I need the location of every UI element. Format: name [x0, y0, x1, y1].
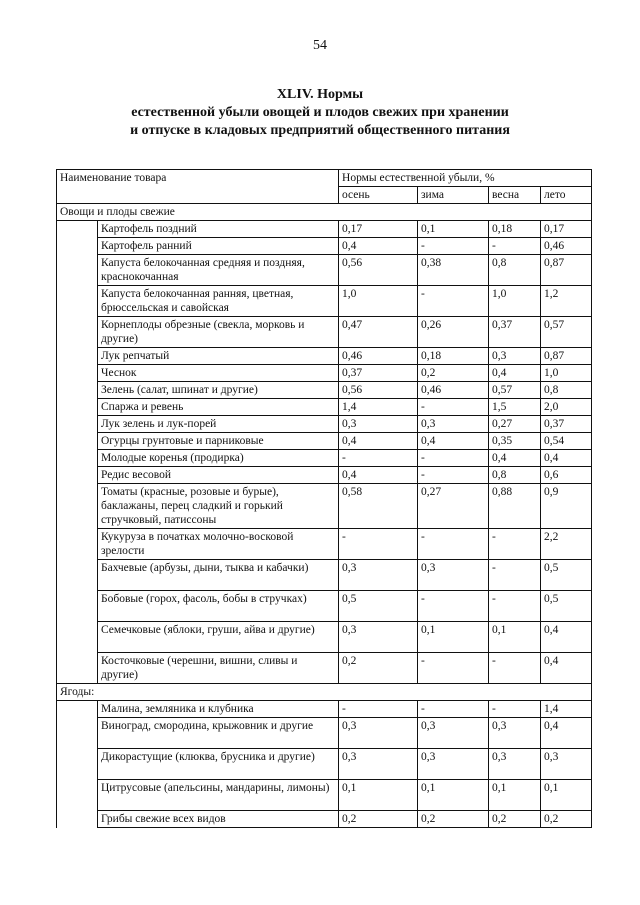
table-row [57, 653, 592, 684]
table-row [57, 622, 592, 653]
product-name-cell: Молодые коренья (продирка) [98, 450, 339, 467]
value-cell-winter: 0,2 [418, 811, 489, 828]
value-cell-summer: 0,1 [541, 780, 592, 811]
value-cell-summer: 0,4 [541, 653, 592, 684]
indent-cell [57, 780, 98, 811]
product-name-cell: Томаты (красные, розовые и бурые), баклажаны, перец сладкий и горький стручковый, патиссоны [98, 484, 339, 529]
value-cell-summer: 0,4 [541, 622, 592, 653]
header-row [57, 170, 592, 187]
product-name-cell: Малина, земляника и клубника [98, 701, 339, 718]
value-cell-spring: 0,88 [489, 484, 541, 529]
value-cell-winter: 0,3 [418, 718, 489, 749]
indent-cell [57, 255, 98, 286]
value-cell-summer: 0,54 [541, 433, 592, 450]
product-name-cell: Виноград, смородина, крыжовник и другие [98, 718, 339, 749]
indent-cell [57, 317, 98, 348]
table-row [57, 348, 592, 365]
value-cell-spring: 0,18 [489, 221, 541, 238]
table-row [57, 591, 592, 622]
value-cell-summer: 0,4 [541, 718, 592, 749]
product-name-cell: Лук зелень и лук-порей [98, 416, 339, 433]
table-row [57, 467, 592, 484]
value-cell-spring: 0,1 [489, 780, 541, 811]
value-cell-winter: 0,46 [418, 382, 489, 399]
indent-cell [57, 701, 98, 718]
value-cell-winter: 0,26 [418, 317, 489, 348]
value-cell-spring: - [489, 591, 541, 622]
value-cell-autumn: 0,56 [339, 382, 418, 399]
product-name-cell: Кукуруза в початках молочно-восковой зрелости [98, 529, 339, 560]
product-name-cell: Цитрусовые (апельсины, мандарины, лимоны) [98, 780, 339, 811]
value-cell-spring: - [489, 529, 541, 560]
value-cell-autumn: 0,5 [339, 591, 418, 622]
table-row [57, 529, 592, 560]
value-cell-autumn: 0,1 [339, 780, 418, 811]
value-cell-autumn: 0,56 [339, 255, 418, 286]
product-name-cell: Огурцы грунтовые и парниковые [98, 433, 339, 450]
value-cell-winter: - [418, 467, 489, 484]
value-cell-summer: 0,5 [541, 560, 592, 591]
value-cell-summer: 0,4 [541, 450, 592, 467]
value-cell-winter: - [418, 591, 489, 622]
value-cell-winter: - [418, 286, 489, 317]
value-cell-winter: 0,1 [418, 622, 489, 653]
indent-cell [57, 221, 98, 238]
product-name-cell: Картофель ранний [98, 238, 339, 255]
value-cell-summer: 0,3 [541, 749, 592, 780]
value-cell-summer: 0,57 [541, 317, 592, 348]
value-cell-spring: 0,8 [489, 255, 541, 286]
value-cell-spring: - [489, 560, 541, 591]
value-cell-summer: 0,37 [541, 416, 592, 433]
value-cell-winter: 0,27 [418, 484, 489, 529]
table-row [57, 255, 592, 286]
indent-cell [57, 484, 98, 529]
product-name-cell: Корнеплоды обрезные (свекла, морковь и другие) [98, 317, 339, 348]
value-cell-summer: 2,2 [541, 529, 592, 560]
product-name-cell: Капуста белокочанная средняя и поздняя, краснокочанная [98, 255, 339, 286]
section-row [57, 684, 592, 701]
table-row [57, 560, 592, 591]
document-title [0, 86, 640, 140]
value-cell-spring: 1,5 [489, 399, 541, 416]
value-cell-winter: 0,1 [418, 221, 489, 238]
value-cell-winter: - [418, 701, 489, 718]
product-name-cell: Спаржа и ревень [98, 399, 339, 416]
value-cell-summer: 0,87 [541, 255, 592, 286]
header-product-name: Наименование товара [57, 170, 339, 204]
product-name-cell: Зелень (салат, шпинат и другие) [98, 382, 339, 399]
value-cell-autumn: 0,47 [339, 317, 418, 348]
product-name-cell: Капуста белокочанная ранняя, цветная, брюссельская и савойская [98, 286, 339, 317]
indent-cell [57, 365, 98, 382]
table-row [57, 433, 592, 450]
value-cell-autumn: - [339, 529, 418, 560]
table-row [57, 811, 592, 828]
table-body [57, 204, 592, 828]
indent-cell [57, 416, 98, 433]
value-cell-summer: 0,2 [541, 811, 592, 828]
value-cell-autumn: 0,4 [339, 238, 418, 255]
indent-cell [57, 450, 98, 467]
product-name-cell: Картофель поздний [98, 221, 339, 238]
value-cell-spring: 0,8 [489, 467, 541, 484]
section-title: Ягоды: [57, 684, 592, 701]
value-cell-summer: 0,46 [541, 238, 592, 255]
value-cell-winter: 0,3 [418, 749, 489, 780]
value-cell-winter: 0,2 [418, 365, 489, 382]
value-cell-summer: 2,0 [541, 399, 592, 416]
value-cell-autumn: 0,3 [339, 560, 418, 591]
indent-cell [57, 591, 98, 622]
title-line-3: и отпуске в кладовых предприятий общественного питания [130, 123, 510, 138]
value-cell-autumn: 0,46 [339, 348, 418, 365]
indent-cell [57, 433, 98, 450]
value-cell-autumn: 1,0 [339, 286, 418, 317]
value-cell-winter: 0,3 [418, 416, 489, 433]
value-cell-spring: 1,0 [489, 286, 541, 317]
value-cell-summer: 0,9 [541, 484, 592, 529]
value-cell-spring: 0,3 [489, 718, 541, 749]
indent-cell [57, 653, 98, 684]
table-row [57, 718, 592, 749]
value-cell-spring: 0,57 [489, 382, 541, 399]
header-norms: Нормы естественной убыли, % [339, 170, 592, 187]
product-name-cell: Редис весовой [98, 467, 339, 484]
value-cell-winter: 0,4 [418, 433, 489, 450]
table-row [57, 749, 592, 780]
indent-cell [57, 749, 98, 780]
indent-cell [57, 238, 98, 255]
value-cell-spring: - [489, 701, 541, 718]
value-cell-autumn: 0,37 [339, 365, 418, 382]
value-cell-summer: 1,4 [541, 701, 592, 718]
value-cell-spring: - [489, 653, 541, 684]
value-cell-autumn: - [339, 701, 418, 718]
value-cell-autumn: 0,3 [339, 416, 418, 433]
value-cell-summer: 1,0 [541, 365, 592, 382]
value-cell-spring: 0,1 [489, 622, 541, 653]
table-row [57, 780, 592, 811]
value-cell-winter: 0,38 [418, 255, 489, 286]
value-cell-autumn: 0,3 [339, 622, 418, 653]
value-cell-autumn: 0,2 [339, 653, 418, 684]
value-cell-winter: - [418, 399, 489, 416]
value-cell-summer: 0,17 [541, 221, 592, 238]
title-line-2: естественной убыли овощей и плодов свежих при хранении [131, 105, 509, 120]
title-line-1: XLIV. Нормы [276, 87, 364, 102]
value-cell-autumn: 0,4 [339, 433, 418, 450]
value-cell-summer: 1,2 [541, 286, 592, 317]
table-row [57, 701, 592, 718]
value-cell-autumn: 1,4 [339, 399, 418, 416]
table-row [57, 450, 592, 467]
header-season-summer: лето [541, 187, 592, 204]
section-title: Овощи и плоды свежие [57, 204, 592, 221]
value-cell-winter: - [418, 653, 489, 684]
value-cell-spring: 0,3 [489, 348, 541, 365]
value-cell-spring: 0,3 [489, 749, 541, 780]
value-cell-autumn: 0,3 [339, 749, 418, 780]
value-cell-autumn: 0,17 [339, 221, 418, 238]
table-row [57, 365, 592, 382]
header-season-winter: зима [418, 187, 489, 204]
indent-cell [57, 529, 98, 560]
table-row [57, 399, 592, 416]
header-season-autumn: осень [339, 187, 418, 204]
product-name-cell: Лук репчатый [98, 348, 339, 365]
value-cell-winter: - [418, 450, 489, 467]
value-cell-spring: - [489, 238, 541, 255]
table-row [57, 238, 592, 255]
product-name-cell: Чеснок [98, 365, 339, 382]
product-name-cell: Бахчевые (арбузы, дыни, тыква и кабачки) [98, 560, 339, 591]
norms-table [56, 169, 592, 828]
value-cell-spring: 0,27 [489, 416, 541, 433]
indent-cell [57, 718, 98, 749]
table-row [57, 484, 592, 529]
indent-cell [57, 399, 98, 416]
value-cell-spring: 0,4 [489, 365, 541, 382]
value-cell-winter: - [418, 238, 489, 255]
table-row [57, 286, 592, 317]
table-row [57, 416, 592, 433]
product-name-cell: Семечковые (яблоки, груши, айва и другие) [98, 622, 339, 653]
indent-cell [57, 382, 98, 399]
indent-cell [57, 348, 98, 365]
value-cell-spring: 0,2 [489, 811, 541, 828]
value-cell-autumn: 0,3 [339, 718, 418, 749]
product-name-cell: Дикорастущие (клюква, брусника и другие) [98, 749, 339, 780]
table-row [57, 221, 592, 238]
value-cell-autumn: 0,2 [339, 811, 418, 828]
indent-cell [57, 622, 98, 653]
product-name-cell: Косточковые (черешни, вишни, сливы и другие) [98, 653, 339, 684]
table-row [57, 382, 592, 399]
value-cell-winter: 0,18 [418, 348, 489, 365]
product-name-cell: Грибы свежие всех видов [98, 811, 339, 828]
indent-cell [57, 811, 98, 828]
value-cell-summer: 0,87 [541, 348, 592, 365]
indent-cell [57, 467, 98, 484]
value-cell-summer: 0,6 [541, 467, 592, 484]
value-cell-autumn: 0,4 [339, 467, 418, 484]
value-cell-summer: 0,8 [541, 382, 592, 399]
value-cell-autumn: 0,58 [339, 484, 418, 529]
value-cell-spring: 0,4 [489, 450, 541, 467]
product-name-cell: Бобовые (горох, фасоль, бобы в стручках) [98, 591, 339, 622]
table-row [57, 317, 592, 348]
header-season-spring: весна [489, 187, 541, 204]
value-cell-autumn: - [339, 450, 418, 467]
value-cell-spring: 0,37 [489, 317, 541, 348]
value-cell-winter: 0,3 [418, 560, 489, 591]
indent-cell [57, 286, 98, 317]
indent-cell [57, 560, 98, 591]
page-number: 54 [313, 38, 327, 53]
section-row [57, 204, 592, 221]
value-cell-winter: 0,1 [418, 780, 489, 811]
value-cell-winter: - [418, 529, 489, 560]
value-cell-summer: 0,5 [541, 591, 592, 622]
value-cell-spring: 0,35 [489, 433, 541, 450]
